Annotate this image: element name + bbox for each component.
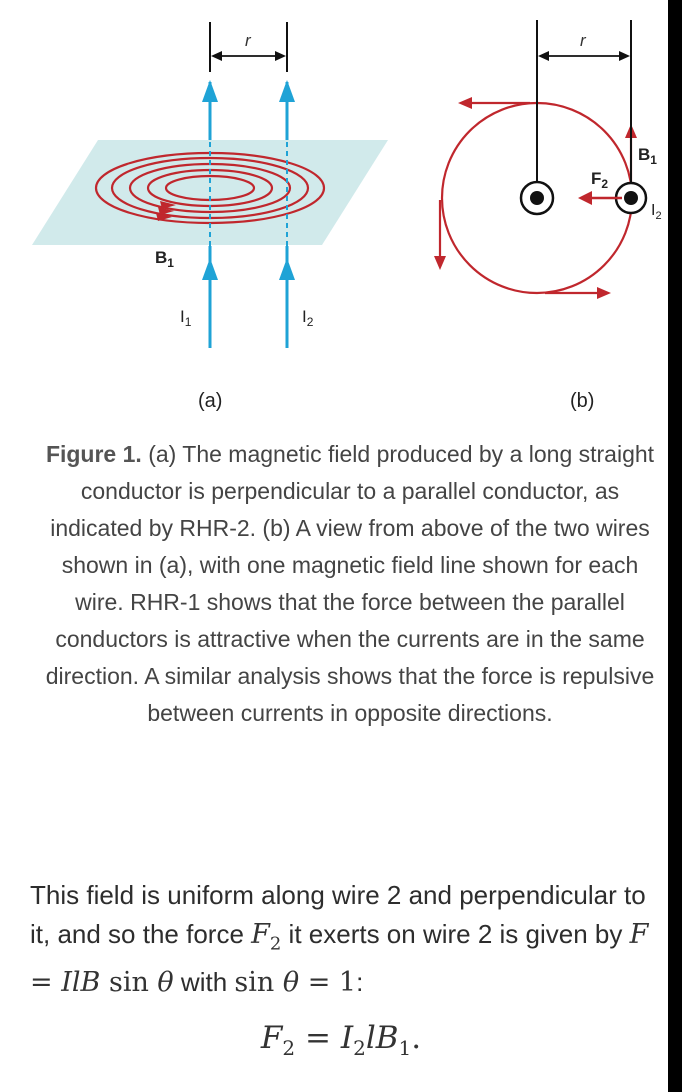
- distance-arrowhead-left-b: [538, 51, 549, 61]
- distance-arrowhead-left-a: [211, 51, 222, 61]
- distance-label-b: r: [580, 31, 586, 50]
- wire-2-arrow-lower: [279, 258, 295, 280]
- body-text-1: This field is uniform along wire 2 and perpendicular to it, and so the force: [30, 880, 646, 949]
- math-f2: $F_2$: [251, 919, 282, 955]
- body-text-2: it exerts on wire 2 is given by: [281, 919, 630, 949]
- field-arrow-left: [434, 256, 446, 270]
- wire-1-arrow-upper: [202, 80, 218, 102]
- result-equation: $F_2 = I_2lB_1$.: [260, 1020, 422, 1061]
- wire-1-arrow-lower: [202, 258, 218, 280]
- field-label-a: $B_1$: [155, 248, 174, 270]
- field-label-b: $B_1$: [638, 145, 657, 167]
- force-arrowhead: [578, 191, 592, 205]
- math-force-formula: F = IlB sin θ: [30, 919, 649, 999]
- wire-2-dot: [624, 191, 638, 205]
- distance-label-a: r: [245, 31, 251, 50]
- body-paragraph: This field is uniform along wire 2 and perpendicular to it, and so the force $F_2$ it exerts on wire 2 is given by F = IlB sin θ with sin θ = 1:: [30, 880, 649, 999]
- field-arrow-bottom: [597, 287, 611, 299]
- body-text-3: with: [173, 967, 235, 998]
- figure-diagram: [0, 0, 668, 420]
- field-arrow-top: [458, 97, 472, 109]
- figure-caption: [40, 436, 660, 732]
- distance-arrowhead-right-a: [275, 51, 286, 61]
- caption-text: (a) The magnetic field produced by a long straight conductor is perpendicular to a parallel conductor, as indicated by RHR-2. (b) A view from above of the two wires shown in (a), with one magnetic field line shown for each wire. RHR-1 shows that the force between the parallel conductors is attractive when the currents are in the same direction. A similar analysis shows that the force is repulsive between currents in opposite directions.: [45, 441, 655, 726]
- math-sin-condition: sin θ = 1: [234, 967, 357, 999]
- distance-arrowhead-right-b: [619, 51, 630, 61]
- current-2-label-a: $I_2$: [302, 307, 314, 329]
- panel-b-label: (b): [570, 390, 595, 412]
- current-2-label-b: $I_2$: [651, 202, 662, 222]
- caption-label: Figure 1.: [45, 441, 142, 467]
- force-label: $F_2$: [591, 169, 609, 191]
- wire-1-dot: [530, 191, 544, 205]
- panel-a-label: (a): [198, 390, 223, 412]
- current-1-label: $I_1$: [180, 307, 192, 329]
- wire-2-arrow-upper: [279, 80, 295, 102]
